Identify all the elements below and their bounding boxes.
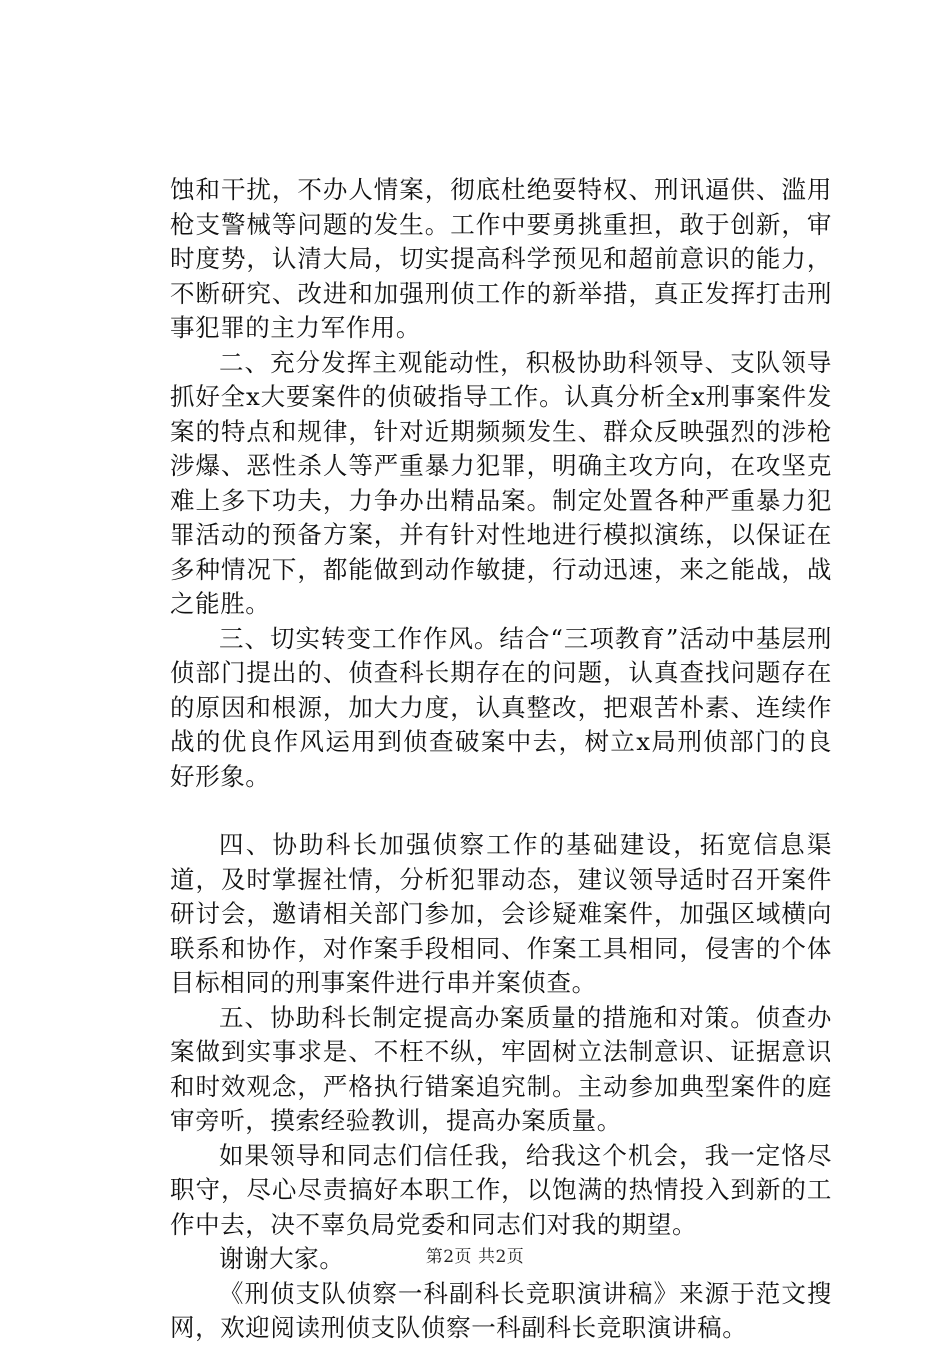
paragraph-point-two: 二、充分发挥主观能动性，积极协助科领导、支队领导抓好全x大要案件的侦破指导工作。认真分析全x刑事案件发案的特点和规律，针对近期频频发生、群众反映强烈的涉枪涉爆、恶性杀人等严重暴力犯罪，明确主攻方向，在攻坚克难上多下功夫，力争办出精品案。制定处置各种严重暴力犯罪活动的预备方案，并有针对性地进行模拟演练，以保证在多种情况下，都能做到动作敏捷，行动迅速，来之能战，战之能胜。 <box>170 347 832 618</box>
paragraph-closing-pledge: 如果领导和同志们信任我，给我这个机会，我一定恪尽职守，尽心尽责搞好本职工作，以饱满的热情投入到新的工作中去，决不辜负局党委和同志们对我的期望。 <box>170 1140 832 1239</box>
paragraph-source-note: 《刑侦支队侦察一科副科长竞职演讲稿》来源于范文搜网，欢迎阅读刑侦支队侦察一科副科长竞职演讲稿。 <box>170 1278 832 1342</box>
document-body <box>170 173 832 1346</box>
paragraph-continuation: 蚀和干扰，不办人情案，彻底杜绝耍特权、刑讯逼供、滥用枪支警械等问题的发生。工作中要勇挑重担，敢于创新，审时度势，认清大局，切实提高科学预见和超前意识的能力，不断研究、改进和加强刑侦工作的新举措，真正发挥打击刑事犯罪的主力军作用。 <box>170 175 832 342</box>
paragraph-thanks: 谢谢大家。 <box>219 1244 345 1273</box>
paragraph-point-three: 三、切实转变工作作风。结合“三项教育”活动中基层刑侦部门提出的、侦查科长期存在的问题，认真查找问题存在的原因和根源，加大力度，认真整改，把艰苦朴素、连续作战的优良作风运用到侦查破案中去，树立x局刑侦部门的良好形象。 <box>170 623 832 791</box>
paragraph-point-five: 五、协助科长制定提高办案质量的措施和对策。侦查办案做到实事求是、不枉不纵，牢固树立法制意识、证据意识和时效观念，严格执行错案追究制。主动参加典型案件的庭审旁听，摸索经验教训，提高办案质量。 <box>170 1002 832 1135</box>
paragraph-point-four: 四、协助科长加强侦察工作的基础建设，拓宽信息渠道，及时掌握社情，分析犯罪动态，建议领导适时召开案件研讨会，邀请相关部门参加，会诊疑难案件，加强区域横向联系和协作，对作案手段相同、作案工具相同，侵害的个体目标相同的刑事案件进行串并案侦查。 <box>170 830 832 997</box>
page-footer: 第2页 共2页 <box>425 1247 525 1267</box>
